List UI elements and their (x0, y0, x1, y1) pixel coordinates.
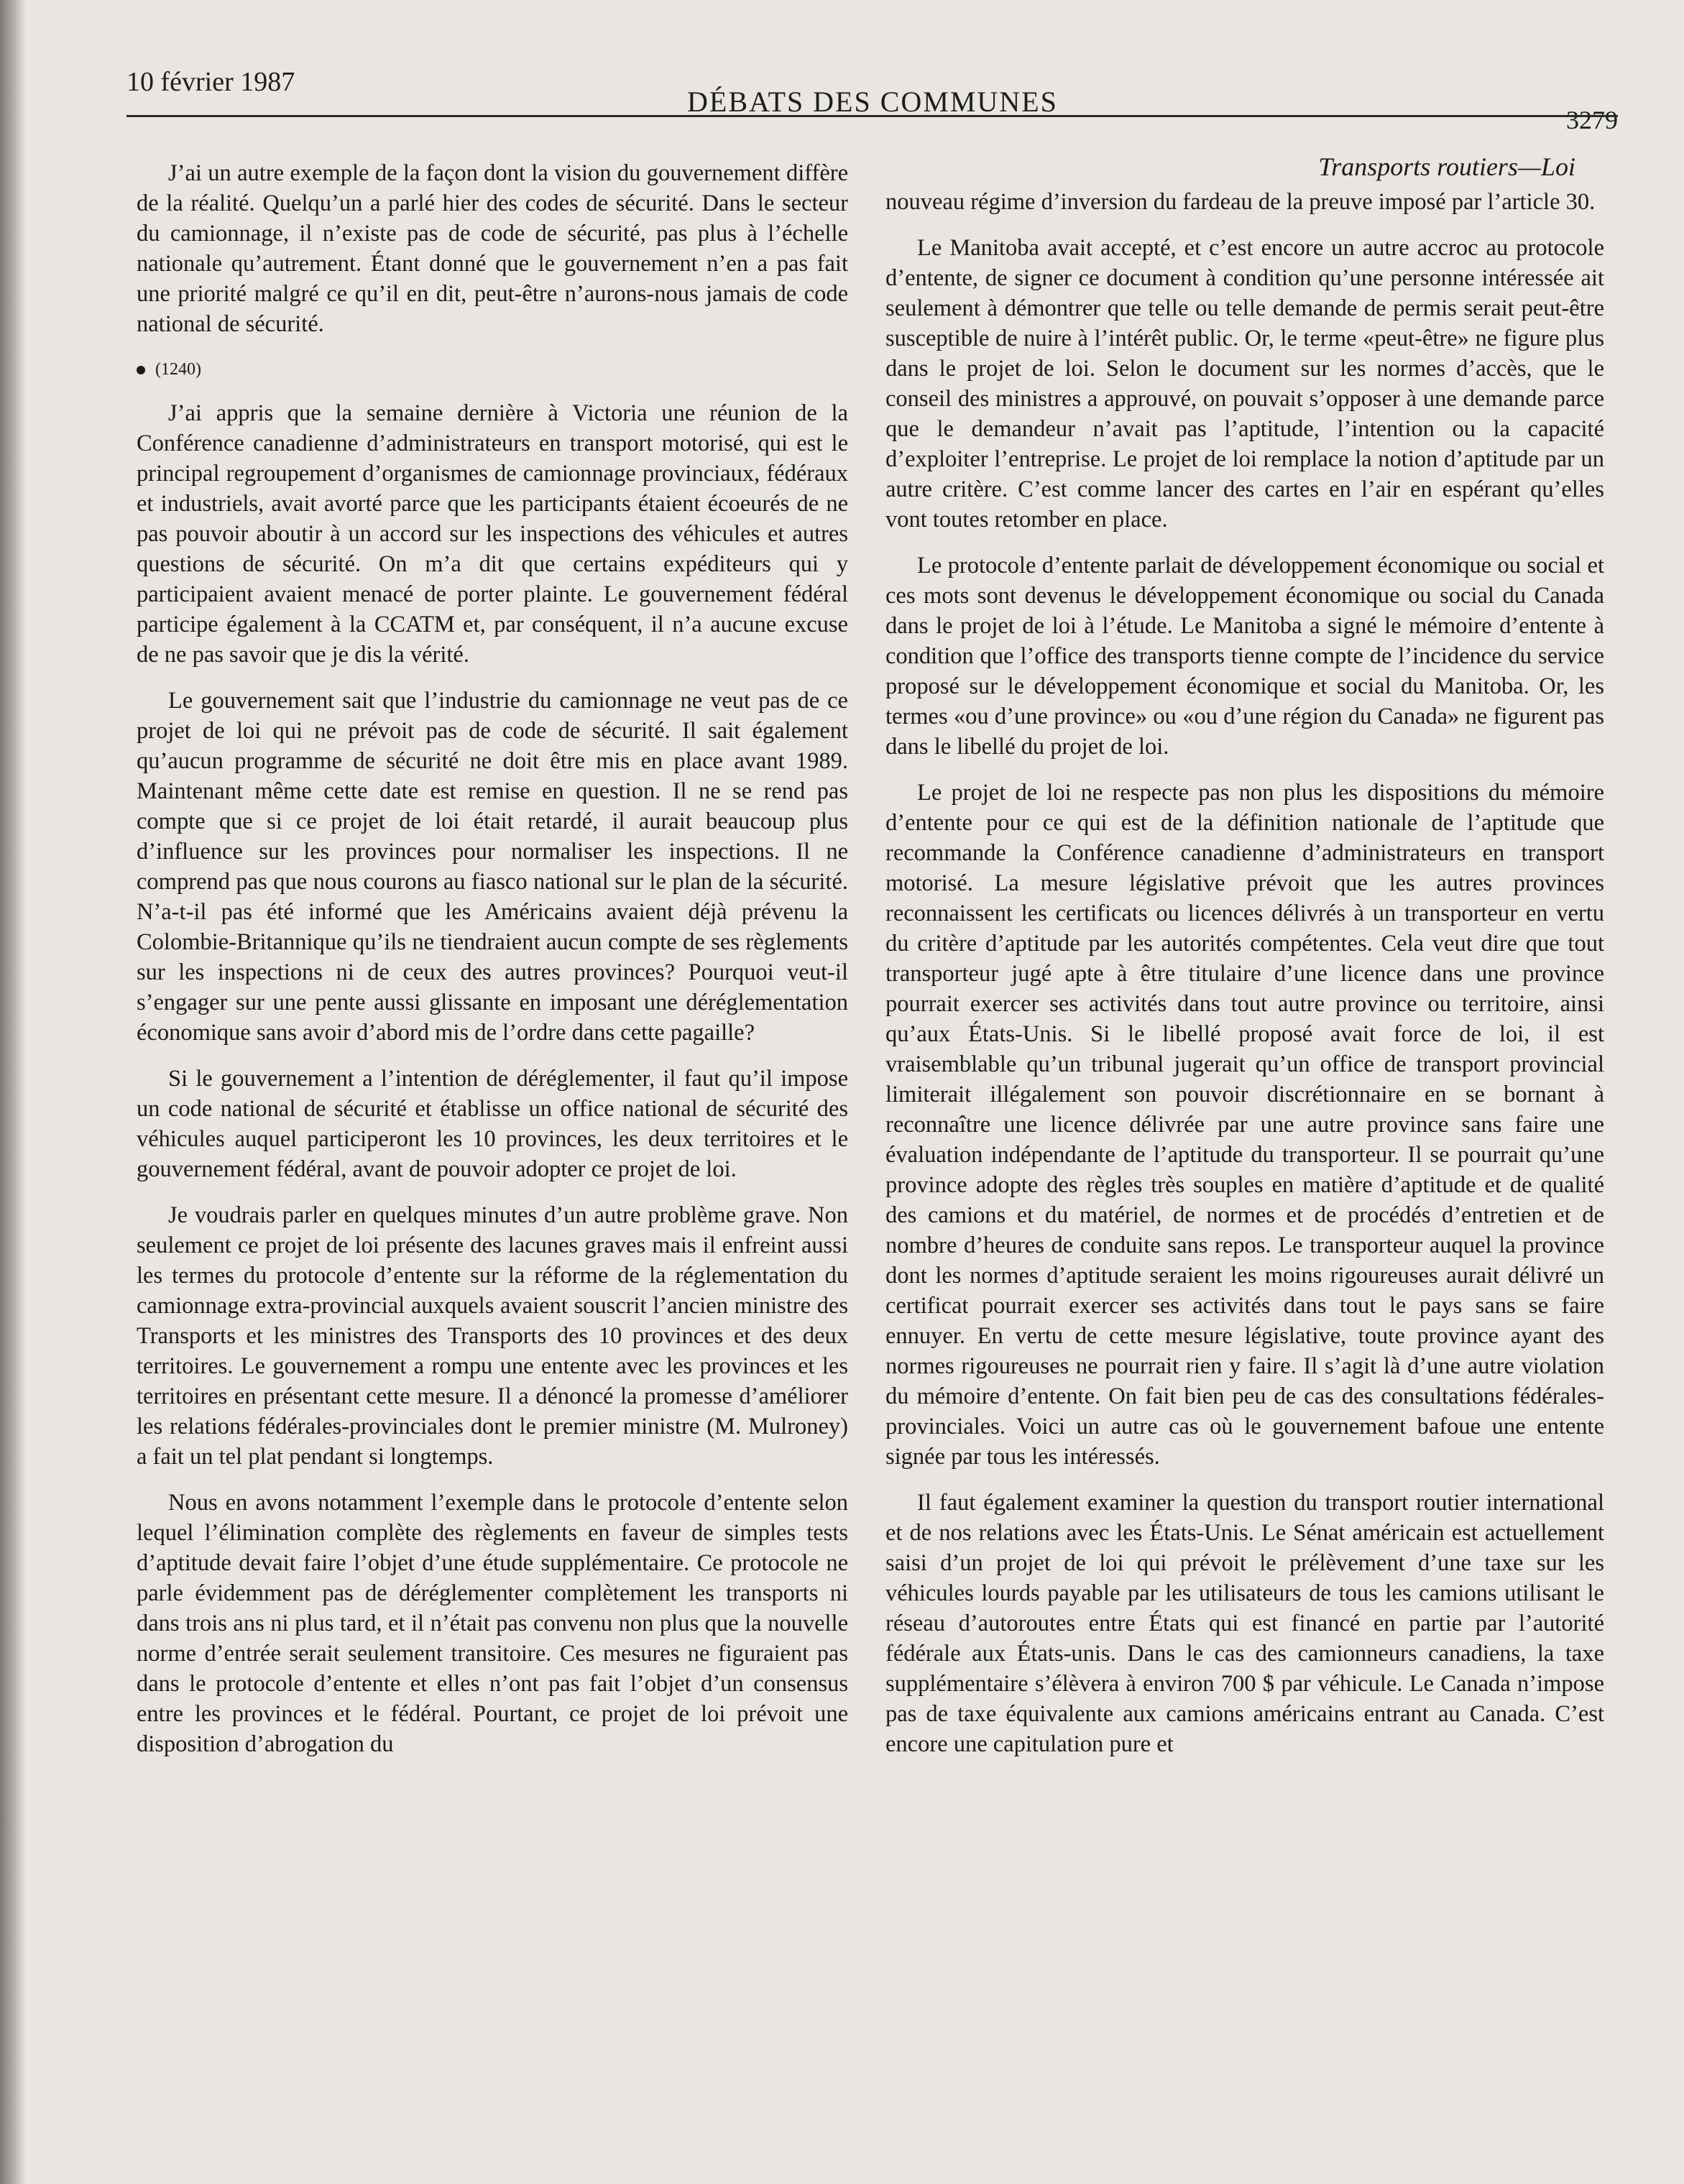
paragraph: Le protocole d’entente parlait de développement économique ou social et ces mots sont devenus le développement économique ou social du Canada dans le projet de loi à l’étude. Le Manitoba a signé le mémoire d’entente à condition que l’office des transports tienne compte de l’incidence du service proposé sur le développement économique et social du Manitoba. Or, les termes «ou d’une province» ou «ou d’une région du Canada» ne figurent pas dans le libellé du projet de loi. (885, 553, 1604, 760)
page-header (126, 59, 1618, 134)
paragraph: Il faut également examiner la question du transport routier international et de nos relations avec les États-Unis. Le Sénat américain est actuellement saisi d’un projet de loi qui prévoit le prélèvement d’une taxe sur les véhicules lourds payable par les utilisateurs de tous les camions utilisant le réseau d’autoroutes entre États qui est financé en partie par l’autorité fédérale aux États-unis. Dans le cas des camionneurs canadiens, la taxe supplémentaire s’élèvera à environ 700 $ par véhicule. Le Canada n’impose pas de taxe équivalente aux camions américains entrant au Canada. C’est encore une capitulation pure et (885, 1490, 1604, 1757)
header-date: 10 février 1987 (126, 67, 295, 97)
header-title: DÉBATS DES COMMUNES (687, 86, 1058, 118)
paragraph: Je voudrais parler en quelques minutes d’un autre problème grave. Non seulement ce projet de loi présente des lacunes graves mais il enfreint aussi les termes du protocole d’entente sur la réforme de la réglementation du camionnage extra-provincial auxquels avaient souscrit l’ancien ministre des Transports et les ministres des Transports des 10 provinces et des deux territoires. Le gouvernement a rompu une entente avec les provinces et les territoires en présentant cette mesure. Il a dénoncé la promesse d’améliorer les relations fédérales-provinciales dont le premier ministre (M. Mulroney) a fait un tel plat pendant si longtemps. (137, 1202, 848, 1470)
time-marker-text: (1240) (155, 360, 201, 379)
paragraph: J’ai appris que la semaine dernière à Victoria une réunion de la Conférence canadienne d’administrateurs en transport motorisé, qui est le principal regroupement d’organismes de camionnage provinciaux, fédéraux et industriels, avait avorté parce que les participants étaient écoeurés de ne pas pouvoir aboutir à un accord sur les inspections des véhicules et autres questions de sécurité. On m’a dit que certains expéditeurs qui y participaient avaient menacé de porter plainte. Le gouvernement fédéral participe également à la CCATM et, par conséquent, il n’a aucune excuse de ne pas savoir que je dis la vérité. (137, 400, 848, 668)
right-column (885, 151, 1604, 1775)
paragraph: Nous en avons notamment l’exemple dans le protocole d’entente selon lequel l’élimination complète des règlements en faveur de simples tests d’aptitude devait faire l’objet d’une étude supplémentaire. Ce protocole ne parle évidemment pas de déréglementer complètement les transports ni dans trois ans ni plus tard, et il n’était pas convenu non plus que la nouvelle norme d’entrée serait seulement transitoire. Ces mesures ne figuraient pas dans le protocole d’entente et elles n’ont pas fait l’objet d’un consensus entre les provinces et le fédéral. Pourtant, ce projet de loi prévoit une disposition d’abrogation du (137, 1490, 848, 1757)
paragraph: J’ai un autre exemple de la façon dont la vision du gouvernement diffère de la réalité. Quelqu’un a parlé hier des codes de sécurité. Dans le secteur du camionnage, il n’existe pas de code de sécurité, pas plus à l’échelle nationale qu’autrement. Étant donné que le gouvernement n’en a pas fait une priorité malgré ce qu’il en dit, peut-être n’aurons-nous jamais de code national de sécurité. (137, 160, 848, 337)
book-spine-shadow (0, 0, 26, 2184)
header-rule (126, 115, 1618, 117)
paragraph: Le projet de loi ne respecte pas non plus les dispositions du mémoire d’entente pour ce qui est de la définition nationale de l’aptitude que recommande la Conférence canadienne d’administrateurs en transport motorisé. La mesure législative prévoit que les autres provinces reconnaissent les certificats ou licences délivrés à un transporteur en vertu du critère d’aptitude par les autorités compétentes. Cela veut dire que tout transporteur jugé apte à être titulaire d’une licence dans une province pourrait exercer ses activités dans tout autre province ou territoire, ainsi qu’aux États-Unis. Si le libellé proposé avait force de loi, il est vraisemblable qu’un tribunal jugerait qu’un office de transport provincial limiterait illégalement son pouvoir discrétionnaire en se bornant à reconnaître une licence délivrée par une autre province sans faire une évaluation indépendante de l’aptitude du transporteur. Il se pourrait qu’une province adopte des règles très souples en matière d’aptitude et de qualité des camions et du matériel, de normes et de procédés d’entretien et de nombre d’heures de conduite sans repos. Le transporteur auquel la province dont les normes d’aptitude seraient les moins rigoureuses aurait délivré un certificat pourrait exercer ses activités dans tout le pays sans se faire ennuyer. En vertu de cette mesure législative, toute province ayant des normes rigoureuses ne pourrait rien y faire. Il s’agit là d’une autre violation du mémoire d’entente. On fait bien peu de cas des consultations fédérales-provinciales. Voici un autre cas où le gouvernement bafoue une entente signée par tous les intéressés. (885, 780, 1604, 1470)
paragraph: nouveau régime d’inversion du fardeau de la preuve imposé par l’article 30. (885, 189, 1596, 215)
paragraph: Si le gouvernement a l’intention de déréglementer, il faut qu’il impose un code national de sécurité et établisse un office national de sécurité des véhicules auquel participeront les 10 provinces, les deux territoires et le gouvernement fédéral, avant de pouvoir adopter ce projet de loi. (137, 1066, 848, 1182)
paragraph: Le gouvernement sait que l’industrie du camionnage ne veut pas de ce projet de loi qui ne prévoit pas de code de sécurité. Il sait également qu’aucun programme de sécurité ne doit être mis en place avant 1989. Maintenant même cette date est remise en question. Il ne se rend pas compte que si ce projet de loi était retardé, il aurait beaucoup plus d’influence sur les provinces pour normaliser les inspections. Il ne comprend pas que nous courons au fiasco national sur le plan de la sécurité. N’a-t-il pas été informé que les Américains avaient déjà prévenu la Colombie-Britannique qu’ils ne tiendraient aucun compte de ses règlements sur les inspections ni de ceux des autres provinces? Pourquoi veut-il s’engager sur une pente aussi glissante en imposant une déréglementation économique sans avoir d’abord mis de l’ordre dans cette pagaille? (137, 688, 848, 1046)
running-head: Transports routiers—Loi (1318, 152, 1575, 181)
paragraph: Le Manitoba avait accepté, et c’est encore un autre accroc au protocole d’entente, de signer ce document à condition qu’une personne intéressée ait seulement à démontrer que telle ou telle demande de permis serait peut-être susceptible de nuire à l’intérêt public. Or, le terme «peut-être» ne figure plus dans le projet de loi. Selon le document sur les normes d’accès, que le conseil des ministres a approuvé, on pouvait s’opposer à une demande parce que le demandeur n’avait pas l’aptitude, l’intention ou la capacité d’exploiter l’entreprise. Le projet de loi remplace la notion d’aptitude par un autre critère. C’est comme lancer des cartes en l’air en espérant qu’elles vont toutes retomber en place. (885, 235, 1604, 533)
bullet-icon (137, 366, 145, 374)
time-marker (137, 355, 848, 384)
left-column (137, 158, 848, 1775)
page-number: 3279 (1566, 106, 1618, 134)
